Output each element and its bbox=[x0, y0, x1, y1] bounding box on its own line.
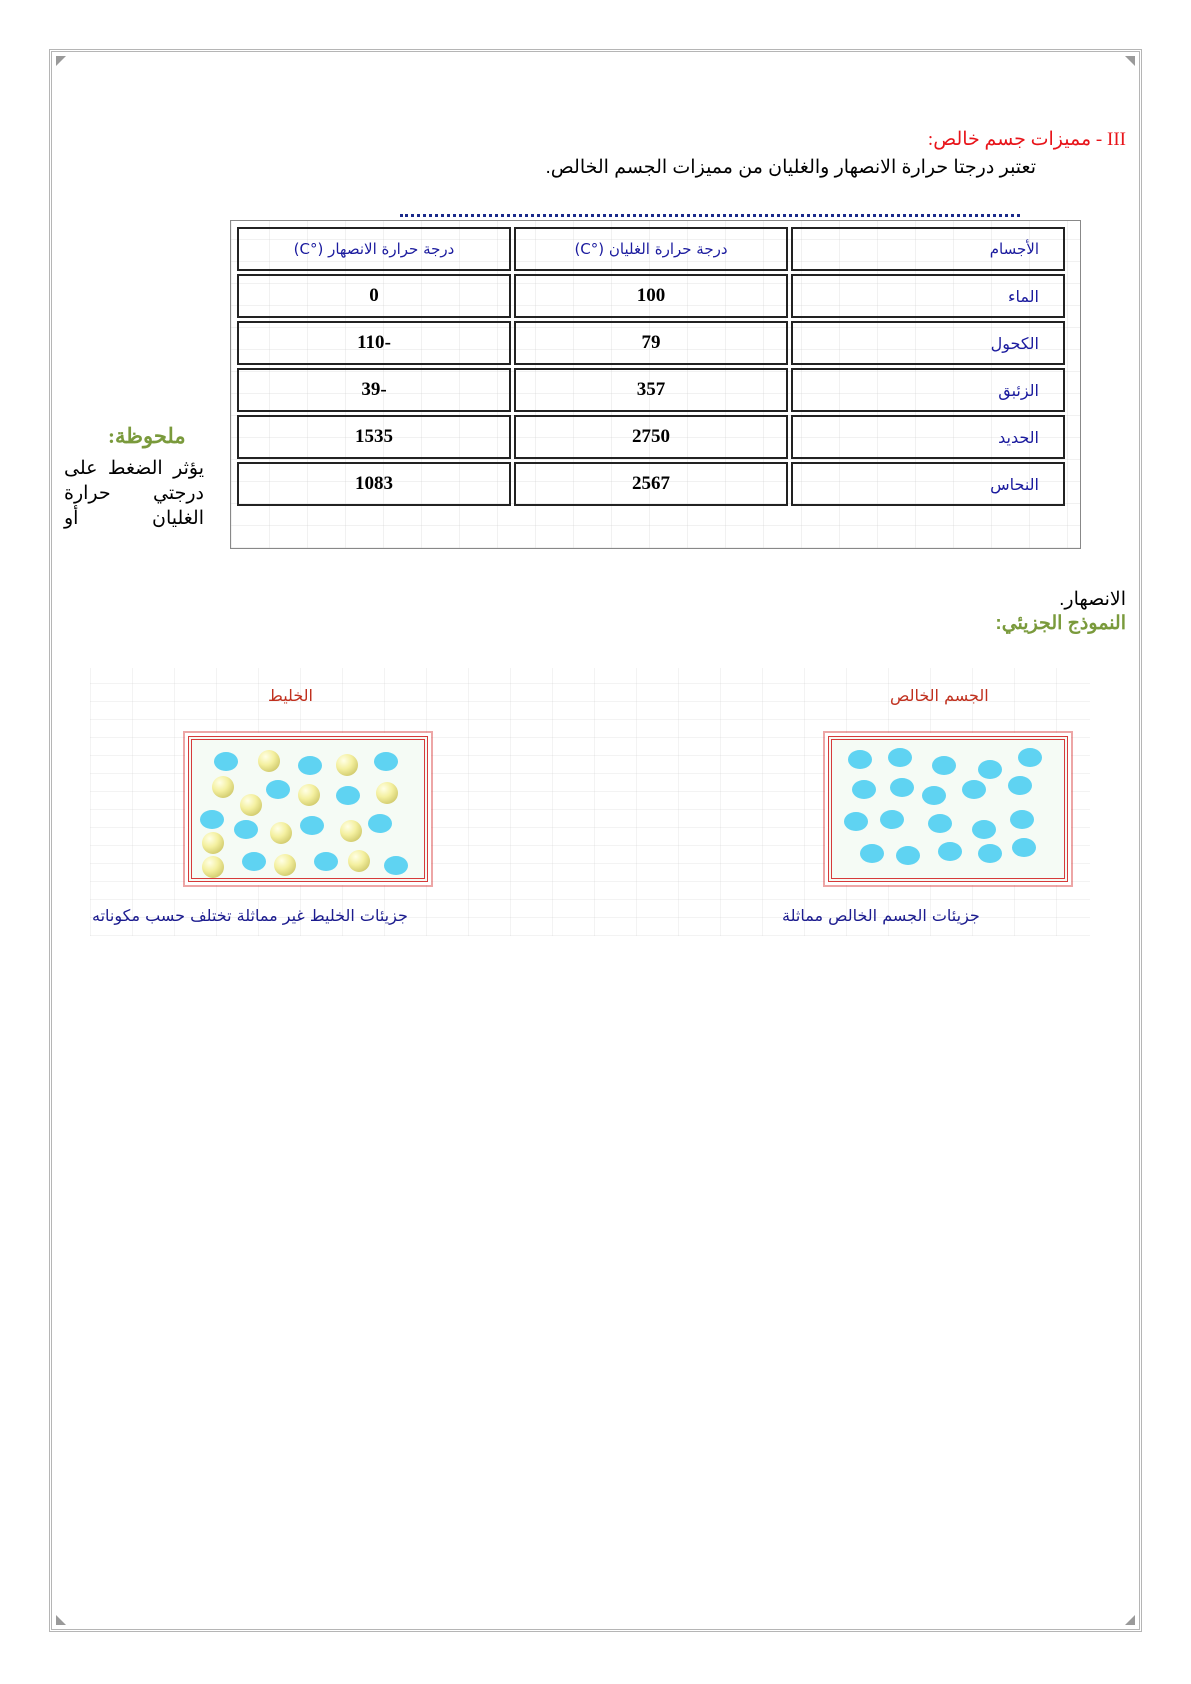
pure-substance-box bbox=[828, 736, 1068, 882]
molecule bbox=[896, 846, 920, 865]
cell-substance: النحاس bbox=[791, 462, 1065, 506]
molecule bbox=[880, 810, 904, 829]
note-continuation: الانصهار. bbox=[1059, 589, 1126, 610]
properties-table-grid bbox=[234, 224, 1068, 509]
model-title: النموذج الجزيئي: bbox=[995, 613, 1126, 634]
pure-substance-label: الجسم الخالص bbox=[890, 686, 989, 705]
mixture-caption: جزيئات الخليط غير مماثلة تختلف حسب مكوناته bbox=[92, 906, 408, 925]
table-row bbox=[237, 368, 1065, 412]
table-row bbox=[237, 462, 1065, 506]
cell-substance: الزئبق bbox=[791, 368, 1065, 412]
molecule bbox=[270, 822, 292, 844]
cell-boiling: 79 bbox=[514, 321, 788, 365]
table-top-decoration bbox=[400, 214, 1020, 217]
header-substance: الأجسام bbox=[791, 227, 1065, 271]
note-title: ملحوظة: bbox=[108, 424, 186, 448]
molecule bbox=[300, 816, 324, 835]
pure-substance-caption: جزيئات الجسم الخالص مماثلة bbox=[782, 906, 980, 925]
intro-text: تعتبر درجتا حرارة الانصهار والغليان من مميزات الجسم الخالص. bbox=[545, 157, 1036, 178]
cell-boiling: 2567 bbox=[514, 462, 788, 506]
molecule bbox=[298, 756, 322, 775]
molecule bbox=[336, 754, 358, 776]
corner-ornament bbox=[1125, 1615, 1135, 1625]
molecule bbox=[368, 814, 392, 833]
molecule bbox=[978, 760, 1002, 779]
section-title: III - مميزات جسم خالص: bbox=[927, 129, 1126, 150]
molecule bbox=[376, 782, 398, 804]
molecule bbox=[240, 794, 262, 816]
cell-melting: 1535 bbox=[237, 415, 511, 459]
molecule bbox=[298, 784, 320, 806]
molecule bbox=[384, 856, 408, 875]
cell-melting: 1083 bbox=[237, 462, 511, 506]
corner-ornament bbox=[56, 1615, 66, 1625]
molecule bbox=[212, 776, 234, 798]
molecule bbox=[932, 756, 956, 775]
molecule bbox=[928, 814, 952, 833]
molecule bbox=[200, 810, 224, 829]
table-row bbox=[237, 321, 1065, 365]
molecule bbox=[214, 752, 238, 771]
molecule bbox=[978, 844, 1002, 863]
cell-melting: 0 bbox=[237, 274, 511, 318]
molecule bbox=[1012, 838, 1036, 857]
molecule bbox=[374, 752, 398, 771]
header-melting: درجة حرارة الانصهار (°C) bbox=[237, 227, 511, 271]
molecule bbox=[258, 750, 280, 772]
properties-table bbox=[230, 220, 1081, 549]
cell-melting: -110 bbox=[237, 321, 511, 365]
molecule bbox=[336, 786, 360, 805]
table-header-row bbox=[237, 227, 1065, 271]
molecule bbox=[314, 852, 338, 871]
header-boiling: درجة حرارة الغليان (°C) bbox=[514, 227, 788, 271]
molecule bbox=[274, 854, 296, 876]
cell-substance: الماء bbox=[791, 274, 1065, 318]
molecule bbox=[348, 850, 370, 872]
molecule bbox=[860, 844, 884, 863]
corner-ornament bbox=[56, 56, 66, 66]
cell-substance: الحديد bbox=[791, 415, 1065, 459]
molecule bbox=[1018, 748, 1042, 767]
cell-substance: الكحول bbox=[791, 321, 1065, 365]
molecule bbox=[202, 832, 224, 854]
molecule bbox=[1010, 810, 1034, 829]
molecule bbox=[1008, 776, 1032, 795]
molecule bbox=[202, 856, 224, 878]
molecule bbox=[890, 778, 914, 797]
note-body: يؤثر الضغط على درجتي حرارة الغليان أو bbox=[64, 458, 204, 529]
molecule bbox=[266, 780, 290, 799]
molecule bbox=[234, 820, 258, 839]
molecule bbox=[340, 820, 362, 842]
molecule bbox=[242, 852, 266, 871]
molecular-model-figure bbox=[90, 668, 1090, 936]
mixture-box bbox=[188, 736, 428, 882]
table-row bbox=[237, 274, 1065, 318]
cell-boiling: 100 bbox=[514, 274, 788, 318]
molecule bbox=[844, 812, 868, 831]
corner-ornament bbox=[1125, 56, 1135, 66]
cell-boiling: 2750 bbox=[514, 415, 788, 459]
molecule bbox=[888, 748, 912, 767]
molecule bbox=[848, 750, 872, 769]
table-row bbox=[237, 415, 1065, 459]
molecule bbox=[972, 820, 996, 839]
molecule bbox=[922, 786, 946, 805]
mixture-label: الخليط bbox=[268, 686, 313, 705]
molecule bbox=[962, 780, 986, 799]
molecule bbox=[938, 842, 962, 861]
cell-melting: -39 bbox=[237, 368, 511, 412]
molecule bbox=[852, 780, 876, 799]
cell-boiling: 357 bbox=[514, 368, 788, 412]
